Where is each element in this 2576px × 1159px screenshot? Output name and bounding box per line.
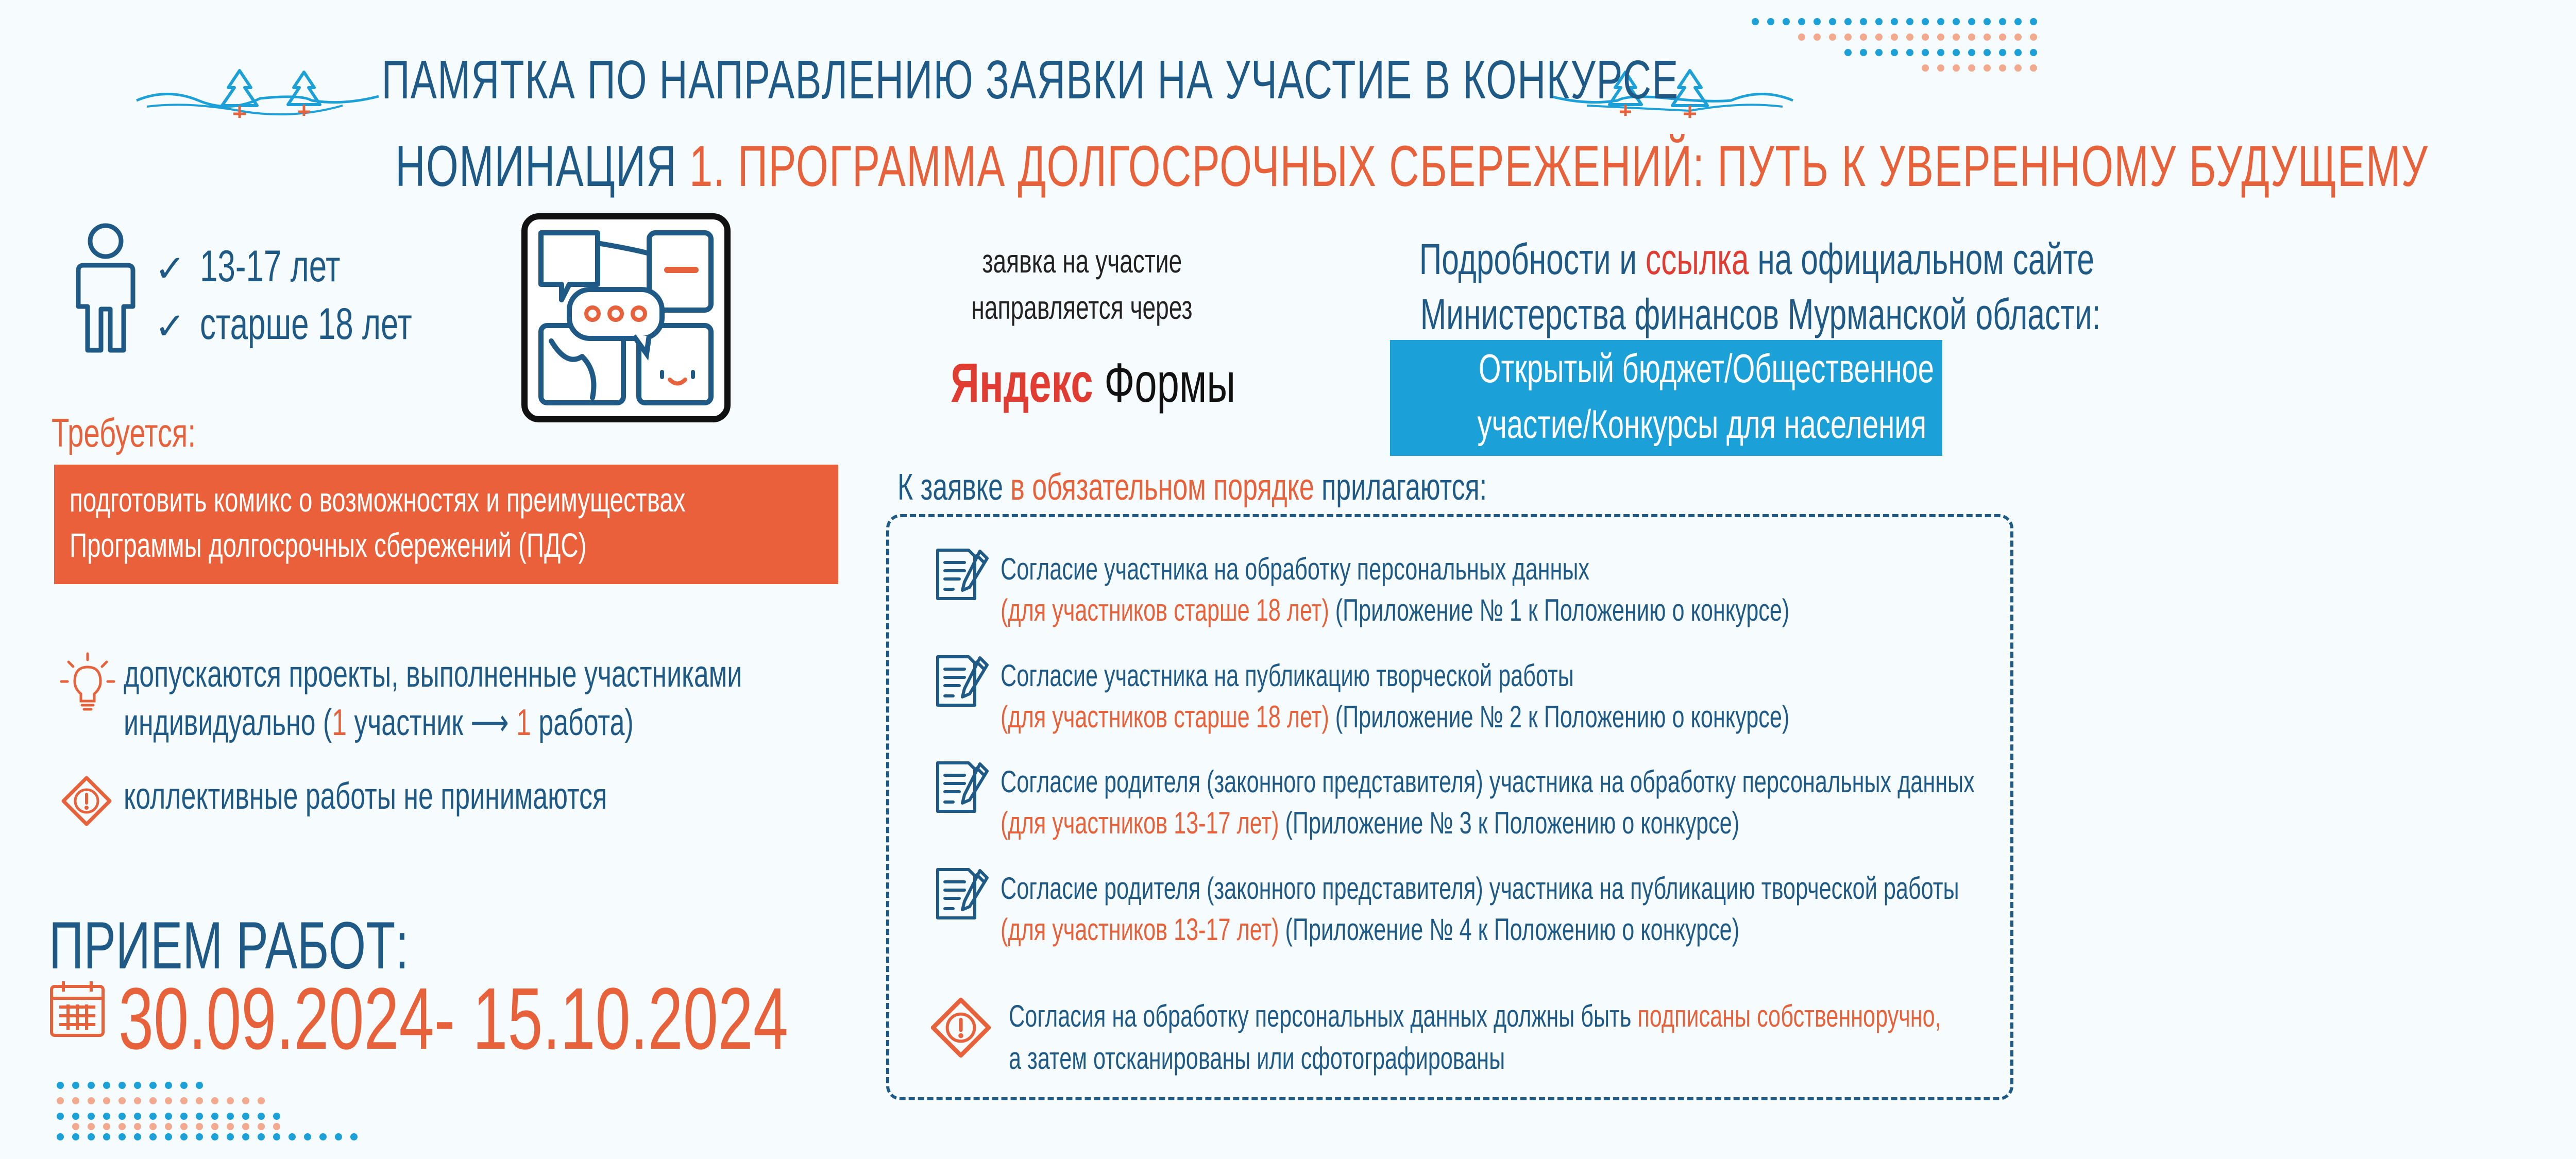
check-icon: ✓ xyxy=(155,248,186,289)
requirement-label: Требуется: xyxy=(52,410,196,455)
attachments-heading xyxy=(897,466,1716,508)
document-icon xyxy=(933,865,992,925)
attachment-reference: (Приложение № 2 к Положению о конкурсе) xyxy=(1329,700,1790,734)
acceptance-label: ПРИЕМ РАБОТ: xyxy=(49,908,409,983)
note-text: индивидуально ( xyxy=(124,702,332,743)
details-text: на официальном сайте xyxy=(1749,235,2094,283)
heading-emphasis: в обязательном порядке xyxy=(1010,467,1314,508)
attachment-title: Согласие родителя (законного представителя) участника на обработку персональных данных xyxy=(1001,764,1975,799)
site-path-line: участие/Конкурсы для населения xyxy=(1477,401,1926,447)
lightbulb-icon xyxy=(59,652,116,716)
attachment-condition xyxy=(1001,912,2027,947)
comic-icon xyxy=(520,212,732,426)
calendar-icon xyxy=(49,979,106,1041)
attachment-audience: (для участников 13-17 лет) xyxy=(1001,806,1279,840)
submission-line: направляется через xyxy=(971,289,1193,326)
brand-forms: Формы xyxy=(1093,351,1236,414)
attachment-title: Согласие родителя (законного представителя) участника на публикацию творческой работы xyxy=(1001,871,1959,906)
individual-note-line2 xyxy=(124,701,832,744)
check-icon: ✓ xyxy=(155,306,186,347)
site-path-box[interactable] xyxy=(1390,340,1942,456)
attachment-audience: (для участников старше 18 лет) xyxy=(1001,593,1329,627)
requirement-line: подготовить комикс о возможностях и преимуществах xyxy=(70,481,686,519)
site-path-line: Открытый бюджет/Общественное xyxy=(1478,346,1935,391)
yandex-forms-logo[interactable] xyxy=(951,350,1346,415)
acceptance-dates: 30.09.2024- 15.10.2024 xyxy=(118,970,788,1068)
attachment-condition xyxy=(1001,592,2096,628)
brand-yandex: Яндекс xyxy=(951,351,1093,414)
age-item: ✓ старше 18 лет xyxy=(155,299,413,349)
individual-note: допускаются проекты, выполненные участниками xyxy=(124,654,742,695)
warning-icon xyxy=(930,997,992,1061)
attachment-condition xyxy=(1001,805,2027,841)
warning-icon xyxy=(61,775,112,829)
note-text: работа) xyxy=(531,702,634,743)
submission-line: заявка на участие xyxy=(982,243,1182,280)
signature-warning-line2: а затем отсканированы или сфотографированы xyxy=(1009,1041,1505,1076)
attachment-title: Согласие участника на публикацию творческой работы xyxy=(1001,658,1574,693)
attachment-audience: (для участников старше 18 лет) xyxy=(1001,700,1329,734)
details-link[interactable]: ссылка xyxy=(1645,235,1749,283)
warning-text: Согласия на обработку персональных данных должны быть xyxy=(1009,999,1638,1033)
warning-emphasis: подписаны собственноручно, xyxy=(1637,999,1941,1033)
details-line: Министерства финансов Мурманской области: xyxy=(1420,290,2101,338)
nomination-prefix: НОМИНАЦИЯ xyxy=(395,134,690,198)
attachment-condition xyxy=(1001,699,2096,735)
details-text: Подробности и xyxy=(1419,235,1646,283)
page-title: ПАМЯТКА ПО НАПРАВЛЕНИЮ ЗАЯВКИ НА УЧАСТИЕ В КОНКУРСЕ xyxy=(381,49,1680,110)
note-number: 1 xyxy=(332,702,347,743)
signature-warning xyxy=(1009,998,2303,1034)
heading-text: К заявке xyxy=(897,467,1011,508)
document-icon xyxy=(933,653,992,712)
attachment-reference: (Приложение № 3 к Положению о конкурсе) xyxy=(1279,806,1740,840)
requirement-box xyxy=(54,465,838,584)
attachment-title: Согласие участника на обработку персональных данных xyxy=(1001,552,1589,586)
collective-note: коллективные работы не принимаются xyxy=(124,776,607,817)
document-icon xyxy=(933,759,992,818)
requirement-line: Программы долгосрочных сбережений (ПДС) xyxy=(70,526,587,564)
document-icon xyxy=(933,546,992,605)
age-item: ✓ 13-17 лет xyxy=(155,242,341,291)
attachment-reference: (Приложение № 4 к Положению о конкурсе) xyxy=(1279,912,1740,947)
heading-text: прилагаются: xyxy=(1314,467,1487,508)
nomination-title xyxy=(0,133,2429,199)
note-text: участник ⟶ xyxy=(346,702,517,743)
nomination-name: 1. ПРОГРАММА ДОЛГОСРОЧНЫХ СБЕРЕЖЕНИЙ: ПУТЬ К УВЕРЕННОМУ БУДУЩЕМУ xyxy=(689,134,2429,198)
attachment-audience: (для участников 13-17 лет) xyxy=(1001,912,1279,947)
note-number: 1 xyxy=(516,702,531,743)
person-icon xyxy=(72,221,139,358)
dots-decoration-bottom xyxy=(54,1079,363,1149)
attachment-reference: (Приложение № 1 к Положению о конкурсе) xyxy=(1329,593,1790,627)
details-line xyxy=(1288,234,2094,284)
